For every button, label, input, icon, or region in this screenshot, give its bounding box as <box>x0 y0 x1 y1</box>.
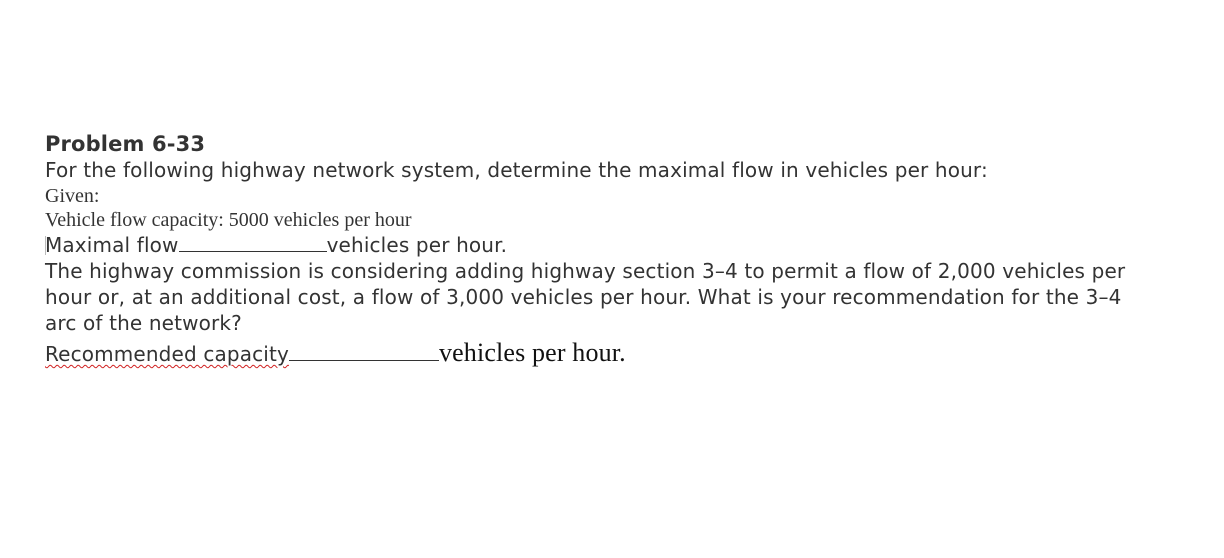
maximal-flow-answer-blank[interactable] <box>179 233 327 252</box>
problem-document <box>45 131 1155 367</box>
maximal-flow-suffix: vehicles per hour. <box>326 233 508 257</box>
given-label: Given: <box>45 185 100 207</box>
recommended-capacity-label: Recommended capacity <box>45 342 289 366</box>
problem-intro: For the following highway network system, determine the maximal flow in vehicles per hour: <box>45 158 988 182</box>
maximal-flow-label: Maximal flow <box>45 233 179 257</box>
maximal-flow-row <box>45 232 1155 258</box>
problem-title: Problem 6-33 <box>45 132 206 156</box>
recommended-capacity-row <box>45 340 1155 367</box>
capacity-line: Vehicle flow capacity: 5000 vehicles per hour <box>45 209 412 231</box>
recommended-capacity-answer-blank[interactable] <box>289 342 439 361</box>
recommended-capacity-suffix: vehicles per hour. <box>438 338 626 367</box>
commission-paragraph: The highway commission is considering adding highway section 3–4 to permit a flow of 2,000 vehicles per hour or, at an additional cost, a flow of 3,000 vehicles per hour. What is your recommendation for the 3–4 arc of the network? <box>45 259 1126 335</box>
